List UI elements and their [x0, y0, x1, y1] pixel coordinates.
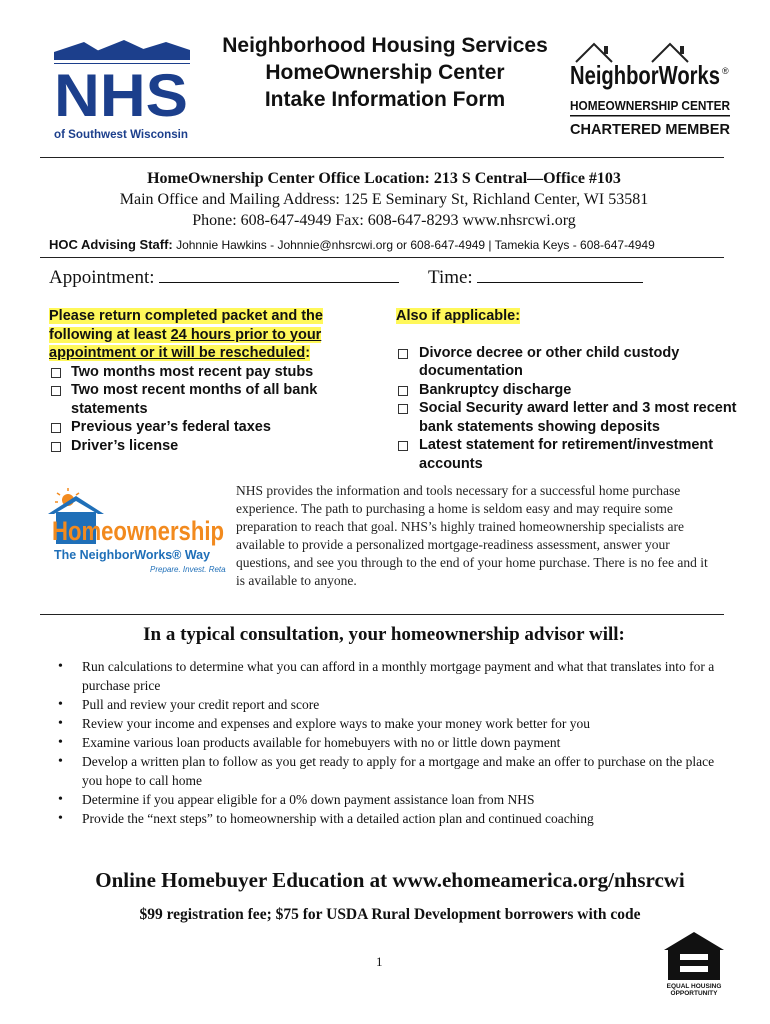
homeownership-word: Homeownership [52, 516, 224, 546]
checklist-item[interactable]: Bankruptcy discharge [396, 381, 746, 400]
staff-contacts: Johnnie Hawkins - Johnnie@nhsrcwi.org or 608-647-4949 | Tamekia Keys - 608-647-4949 [172, 238, 655, 252]
homeownership-logo [46, 486, 226, 578]
nhs-logo [54, 38, 190, 144]
contact-info: Phone: 608-647-4949 Fax: 608-647-8293 www.nhsrcwi.org [192, 212, 576, 229]
staff-divider [40, 257, 724, 258]
checkbox[interactable] [398, 349, 408, 359]
optional-heading: Also if applicable: [396, 308, 521, 324]
nhs-logo-subtitle: of Southwest Wisconsin [54, 127, 188, 141]
list-item: • Pull and review your credit report and score [56, 695, 724, 714]
checkbox[interactable] [51, 423, 61, 433]
required-intro: Please return completed packet and the following at least 24 hours prior to your appointment or it will be rescheduled: [49, 308, 323, 361]
time-blank[interactable] [477, 266, 643, 283]
appointment-field[interactable] [49, 266, 399, 289]
list-item: • Review your income and expenses and explore ways to make your money work better for you [56, 714, 724, 733]
list-item: • Examine various loan products available for homebuyers with no or little down payment [56, 733, 724, 752]
checkbox[interactable] [51, 442, 61, 452]
nhs-logo-text: NHS [54, 62, 188, 129]
checklist-item[interactable]: Social Security award letter and 3 most recent bank statements showing deposits [396, 399, 746, 436]
title-line-3: Intake Information Form [264, 88, 506, 111]
required-documents [49, 307, 349, 455]
neighborworks-logo-text: NeighborWorks [570, 60, 720, 90]
optional-checklist [396, 344, 746, 474]
checklist-item[interactable]: Two most recent months of all bank statements [49, 381, 349, 418]
page-number: 1 [376, 954, 383, 969]
neighborworks-logo [566, 34, 736, 138]
homeownership-slogan: Prepare. Invest. Retain. [150, 565, 226, 574]
list-item: • Develop a written plan to follow as you get ready to apply for a mortgage and make an offer to purchase on the place you hope to call home [56, 752, 724, 790]
checkbox[interactable] [51, 386, 61, 396]
registration-fee: $99 registration fee; $75 for USDA Rural Development borrowers with code [139, 906, 641, 923]
chartered-member-label: CHARTERED MEMBER [570, 121, 731, 138]
consultation-title: In a typical consultation, your homeownership advisor will: [143, 624, 625, 645]
mailing-address: Main Office and Mailing Address: 125 E Seminary St, Richland Center, WI 53581 [119, 191, 649, 208]
svg-text:®: ® [722, 66, 729, 76]
eho-line-2: OPPORTUNITY [670, 990, 718, 996]
list-item: • Provide the “next steps” to homeownership with a detailed action plan and continued coaching [56, 809, 724, 828]
checkbox[interactable] [398, 441, 408, 451]
checklist-item[interactable]: Driver’s license [49, 437, 349, 456]
office-location: HomeOwnership Center Office Location: 213 S Central—Office #103 [147, 170, 621, 187]
checklist-item[interactable]: Divorce decree or other child custody documentation [396, 344, 746, 381]
eho-line-1: EQUAL HOUSING [666, 983, 722, 990]
section-divider [40, 614, 724, 615]
equal-housing-icon [664, 932, 724, 980]
form-title [200, 32, 570, 113]
equal-housing-logo [662, 930, 726, 996]
title-line-1: Neighborhood Housing Services [222, 34, 548, 57]
appointment-label: Appointment: [49, 267, 155, 288]
header-divider [40, 157, 724, 158]
appointment-blank[interactable] [159, 266, 399, 283]
time-label: Time: [428, 267, 473, 288]
required-checklist [49, 363, 349, 456]
checkbox[interactable] [398, 386, 408, 396]
title-line-2: HomeOwnership Center [265, 61, 505, 84]
checklist-item[interactable]: Latest statement for retirement/investment accounts [396, 436, 746, 473]
staff-label: HOC Advising Staff: [49, 237, 173, 252]
checkbox[interactable] [51, 368, 61, 378]
checklist-item[interactable]: Two months most recent pay stubs [49, 363, 349, 382]
advising-staff [49, 237, 655, 252]
online-education-heading: Online Homebuyer Education at www.ehomeamerica.org/nhsrcwi [95, 868, 685, 892]
checkbox[interactable] [398, 404, 408, 414]
optional-documents [396, 307, 746, 473]
intro-paragraph: NHS provides the information and tools necessary for a successful home purchase experience. The path to purchasing a home is seldom easy and may require some preparation to reach that goal. NHS’s highly trained homeownership specialists are available to provide a personalized mortgage-readiness assessment, answer your questions, and see you through to the end of your home purchase. There is no fee and it is available to anyone. [236, 483, 708, 588]
time-field[interactable] [428, 266, 643, 289]
consultation-list [56, 657, 724, 828]
list-item: • Determine if you appear eligible for a 0% down payment assistance loan from NHS [56, 790, 724, 809]
homeownership-tagline: The NeighborWorks® Way [54, 548, 211, 562]
list-item: • Run calculations to determine what you can afford in a monthly mortgage payment and what that translates into for a purchase price [56, 657, 724, 695]
checklist-item[interactable]: Previous year’s federal taxes [49, 418, 349, 437]
homeownership-center-label: HOMEOWNERSHIP CENTER [570, 98, 731, 113]
